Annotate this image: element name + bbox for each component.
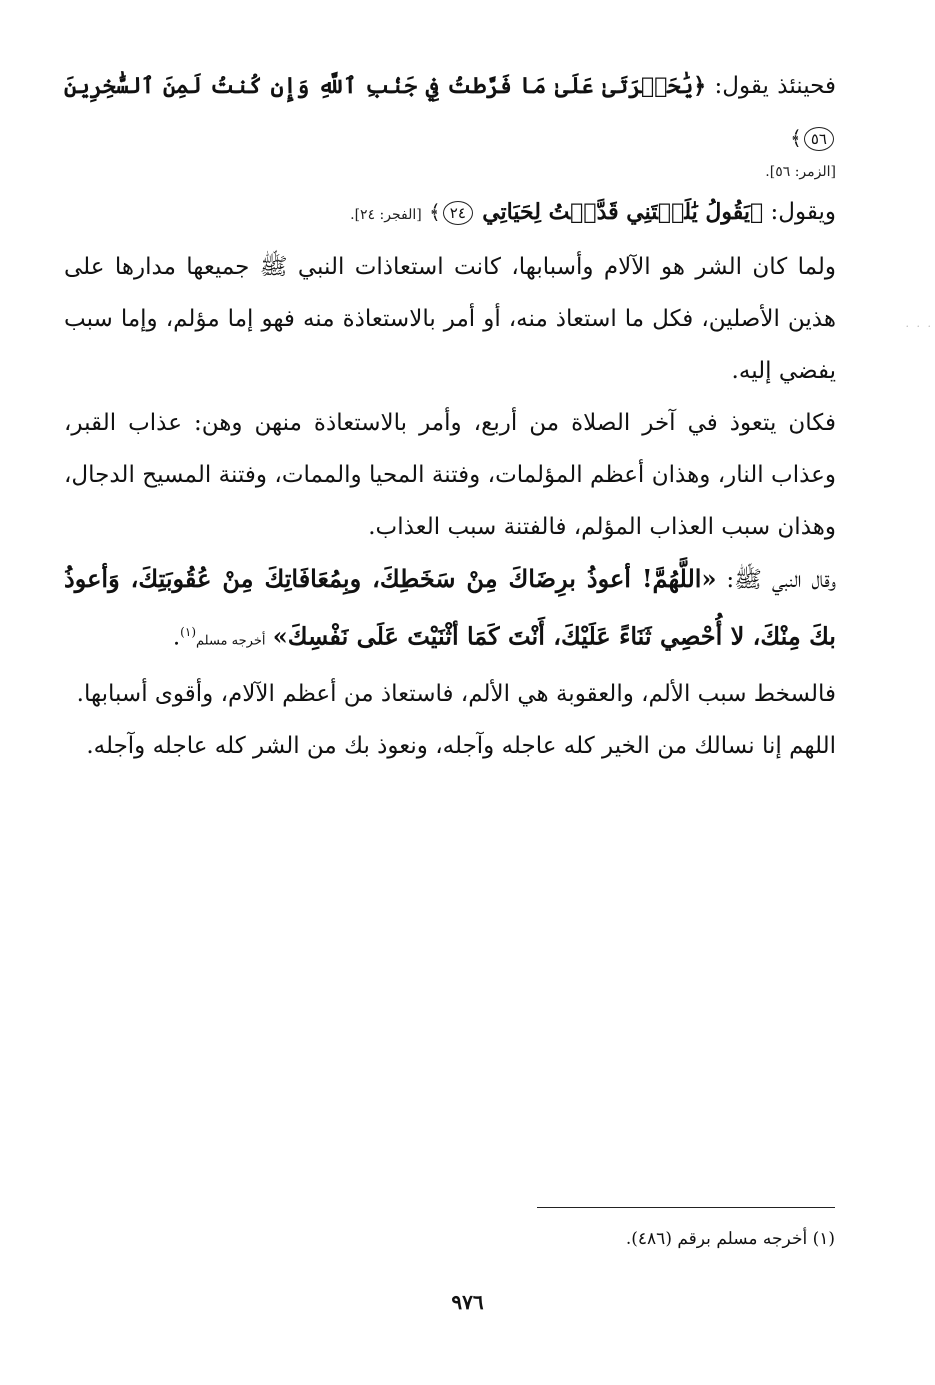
footnote: (١) أخرجه مسلم برقم (٤٨٦).	[625, 1229, 835, 1249]
verse-close-bracket: ﴾	[790, 126, 802, 150]
intro-text: فحينئذ يقول:	[714, 73, 836, 99]
page-body	[64, 60, 836, 772]
footnote-reference: (١)	[180, 625, 196, 639]
verse-reference: [الفجر: ٢٤].	[350, 207, 422, 223]
hadith-text: «اللَّهُمَّ! أعوذُ برِضَاكَ مِنْ سَخَطِكَ، وبِمُعَافَاتِكَ مِنْ عُقُوبَتِكَ، وَأعوذُ بكَ مِنْكَ، لا أُحْصِي ثَنَاءً عَلَيْكَ، أَنْتَ كَمَا أثْنَيْتَ عَلَى نَفْسِكَ»	[64, 564, 836, 651]
quran-verse: ﴿يَقُولُ يَٰلَيۡتَنِي قَدَّمۡتُ لِحَيَاتِي	[482, 199, 764, 225]
verse-reference-line	[64, 158, 836, 186]
page-number: ٩٧٦	[451, 1290, 484, 1314]
intro-text: ويقول:	[770, 199, 836, 225]
paragraph-anger-cause: فالسخط سبب الألم، والعقوبة هي الألم، فاستعاذ من أعظم الآلام، وأقوى أسبابها.	[76, 680, 836, 707]
paragraph-fajr-verse	[64, 186, 836, 241]
intro-text: وقال النبي ﷺ:	[726, 567, 837, 593]
paragraph-zumar-verse	[64, 60, 836, 164]
footnote-divider	[537, 1207, 835, 1208]
paragraph-evil-and-pain: ولما كان الشر هو الآلام وأسبابها، كانت استعاذات النبي ﷺ جميعها مدارها على هذين الأصلين، فكل ما استعاذ منه، أو أمر بالاستعاذة منه فهو إما مؤلم، وإما سبب يفضي إليه.	[64, 254, 836, 384]
paragraph-closing-dua: اللهم إنا نسالك من الخير كله عاجله وآجله، ونعوذ بك من الشر كله عاجله وآجله.	[86, 732, 836, 759]
ayah-number-badge: ٢٤	[443, 201, 473, 225]
quran-verse: ﴿يَٰحَسۡرَتَىٰ عَلَىٰ مَا فَرَّطتُ فِي جَنۢبِ ٱللَّهِ وَإِن كُنتُ لَمِنَ ٱلسَّٰخِرِينَ	[64, 73, 707, 99]
margin-decoration: · · ·	[905, 320, 933, 333]
paragraph-four-refuges: فكان يتعوذ في آخر الصلاة من أربع، وأمر بالاستعاذة منهن وهن: عذاب القبر، وعذاب النار، وهذان أعظم المؤلمات، وفتنة المحيا والممات، وفتنة المسيح الدجال، وهذان سبب العذاب المؤلم، فالفتنة سبب العذاب.	[64, 410, 836, 540]
ayah-number-badge: ٥٦	[804, 127, 834, 151]
paragraph-hadith	[64, 553, 836, 668]
sentence-end: .	[172, 624, 181, 651]
verse-close-bracket: ﴾	[429, 200, 441, 224]
hadith-source: أخرجه مسلم	[196, 633, 266, 649]
verse-reference: [الزمر: ٥٦].	[765, 164, 836, 180]
